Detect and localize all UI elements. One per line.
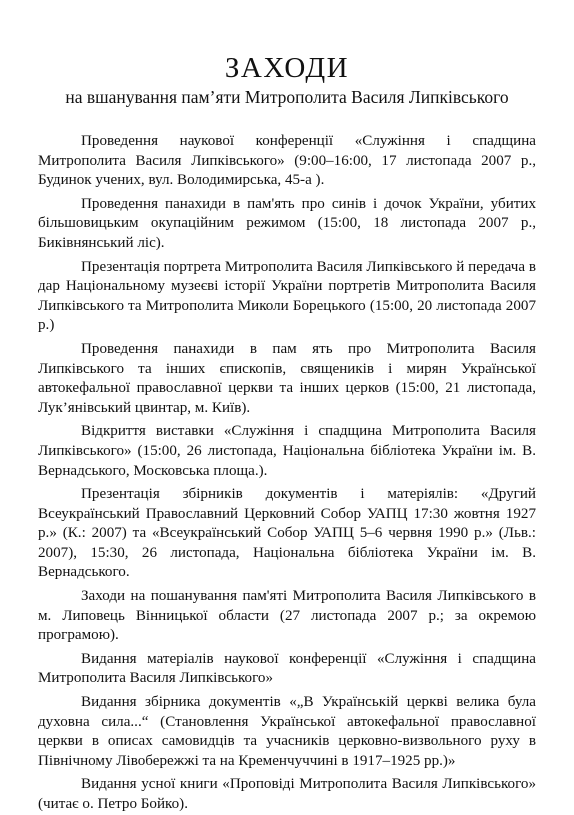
- event-item-lypovets: Заходи на пошанування пам'яті Митрополита Василя Липківського в м. Липовець Вінницької области (27 листопада 2007 р.; за окремою програмою).: [38, 588, 536, 644]
- event-item-collections-presentation: Презентація збірників документів і матеріялів: «Другий Всеукраїнський Православний Церковний Собор УАПЦ 17:30 жовтня 1927 р.» (К.: 2007) та «Всеукраїнський Собор УАПЦ 5–6 червня 1990 р.» (Льв.: 2007), 15:30, 26 листопада, Національна бібліотека України ім. В. Вернадського.: [38, 486, 536, 581]
- event-item-requiem-bykivnia: Проведення панахиди в пам'ять про синів і дочок України, убитих більшовицьким окупаційним режимом (15:00, 18 листопада 2007 р., Биківнянський ліс).: [38, 195, 536, 251]
- event-item-conference-proceedings: Видання матеріалів наукової конференції «Служіння і спадщина Митрополита Василя Липківського»: [38, 650, 536, 687]
- events-list: [38, 132, 536, 815]
- page-title: ЗАХОДИ: [224, 52, 350, 84]
- page-subtitle: на вшанування пам’яти Митрополита Василя Липківського: [65, 87, 509, 107]
- event-item-documents-collection: Видання збірника документів «„В Українській церкві велика була духовна сила...“ (Становлення Української автокефальної православної церкви в описах самовидців та учасників церковно-визвольного руху в Північному Лівобережжі та на Кременчуччині в 1917–1925 рр.)»: [38, 694, 536, 769]
- event-item-conference: Проведення наукової конференції «Служіння і спадщина Митрополита Василя Липківського» (9:00–16:00, 17 листопада 2007 р., Будинок учених, вул. Володимирська, 45-а ).: [38, 133, 536, 189]
- event-item-exhibition: Відкриття виставки «Служіння і спадщина Митрополита Василя Липківського» (15:00, 26 листопада, Національна бібліотека України ім. В. Вернадського, Московська площа.).: [38, 423, 536, 479]
- event-item-audio-book: Видання усної книги «Проповіді Митрополита Василя Липківського» (читає о. Петро Бойко).: [38, 776, 536, 812]
- event-item-portrait-presentation: Презентація портрета Митрополита Василя Липківського й передача в дар Національному музеєві історії України портретів Митрополита Василя Липківського та Митрополита Миколи Борецького (15:00, 20 листопада 2007 р.): [38, 258, 536, 334]
- event-item-requiem-lukianivka: Проведення панахиди в пам ять про Митрополита Василя Липківського та інших єпископів, священиків і мирян Української автокефальної православної церкви та інших церков (15:00, 21 листопада, Лук’янівський цвинтар, м. Київ).: [38, 340, 536, 416]
